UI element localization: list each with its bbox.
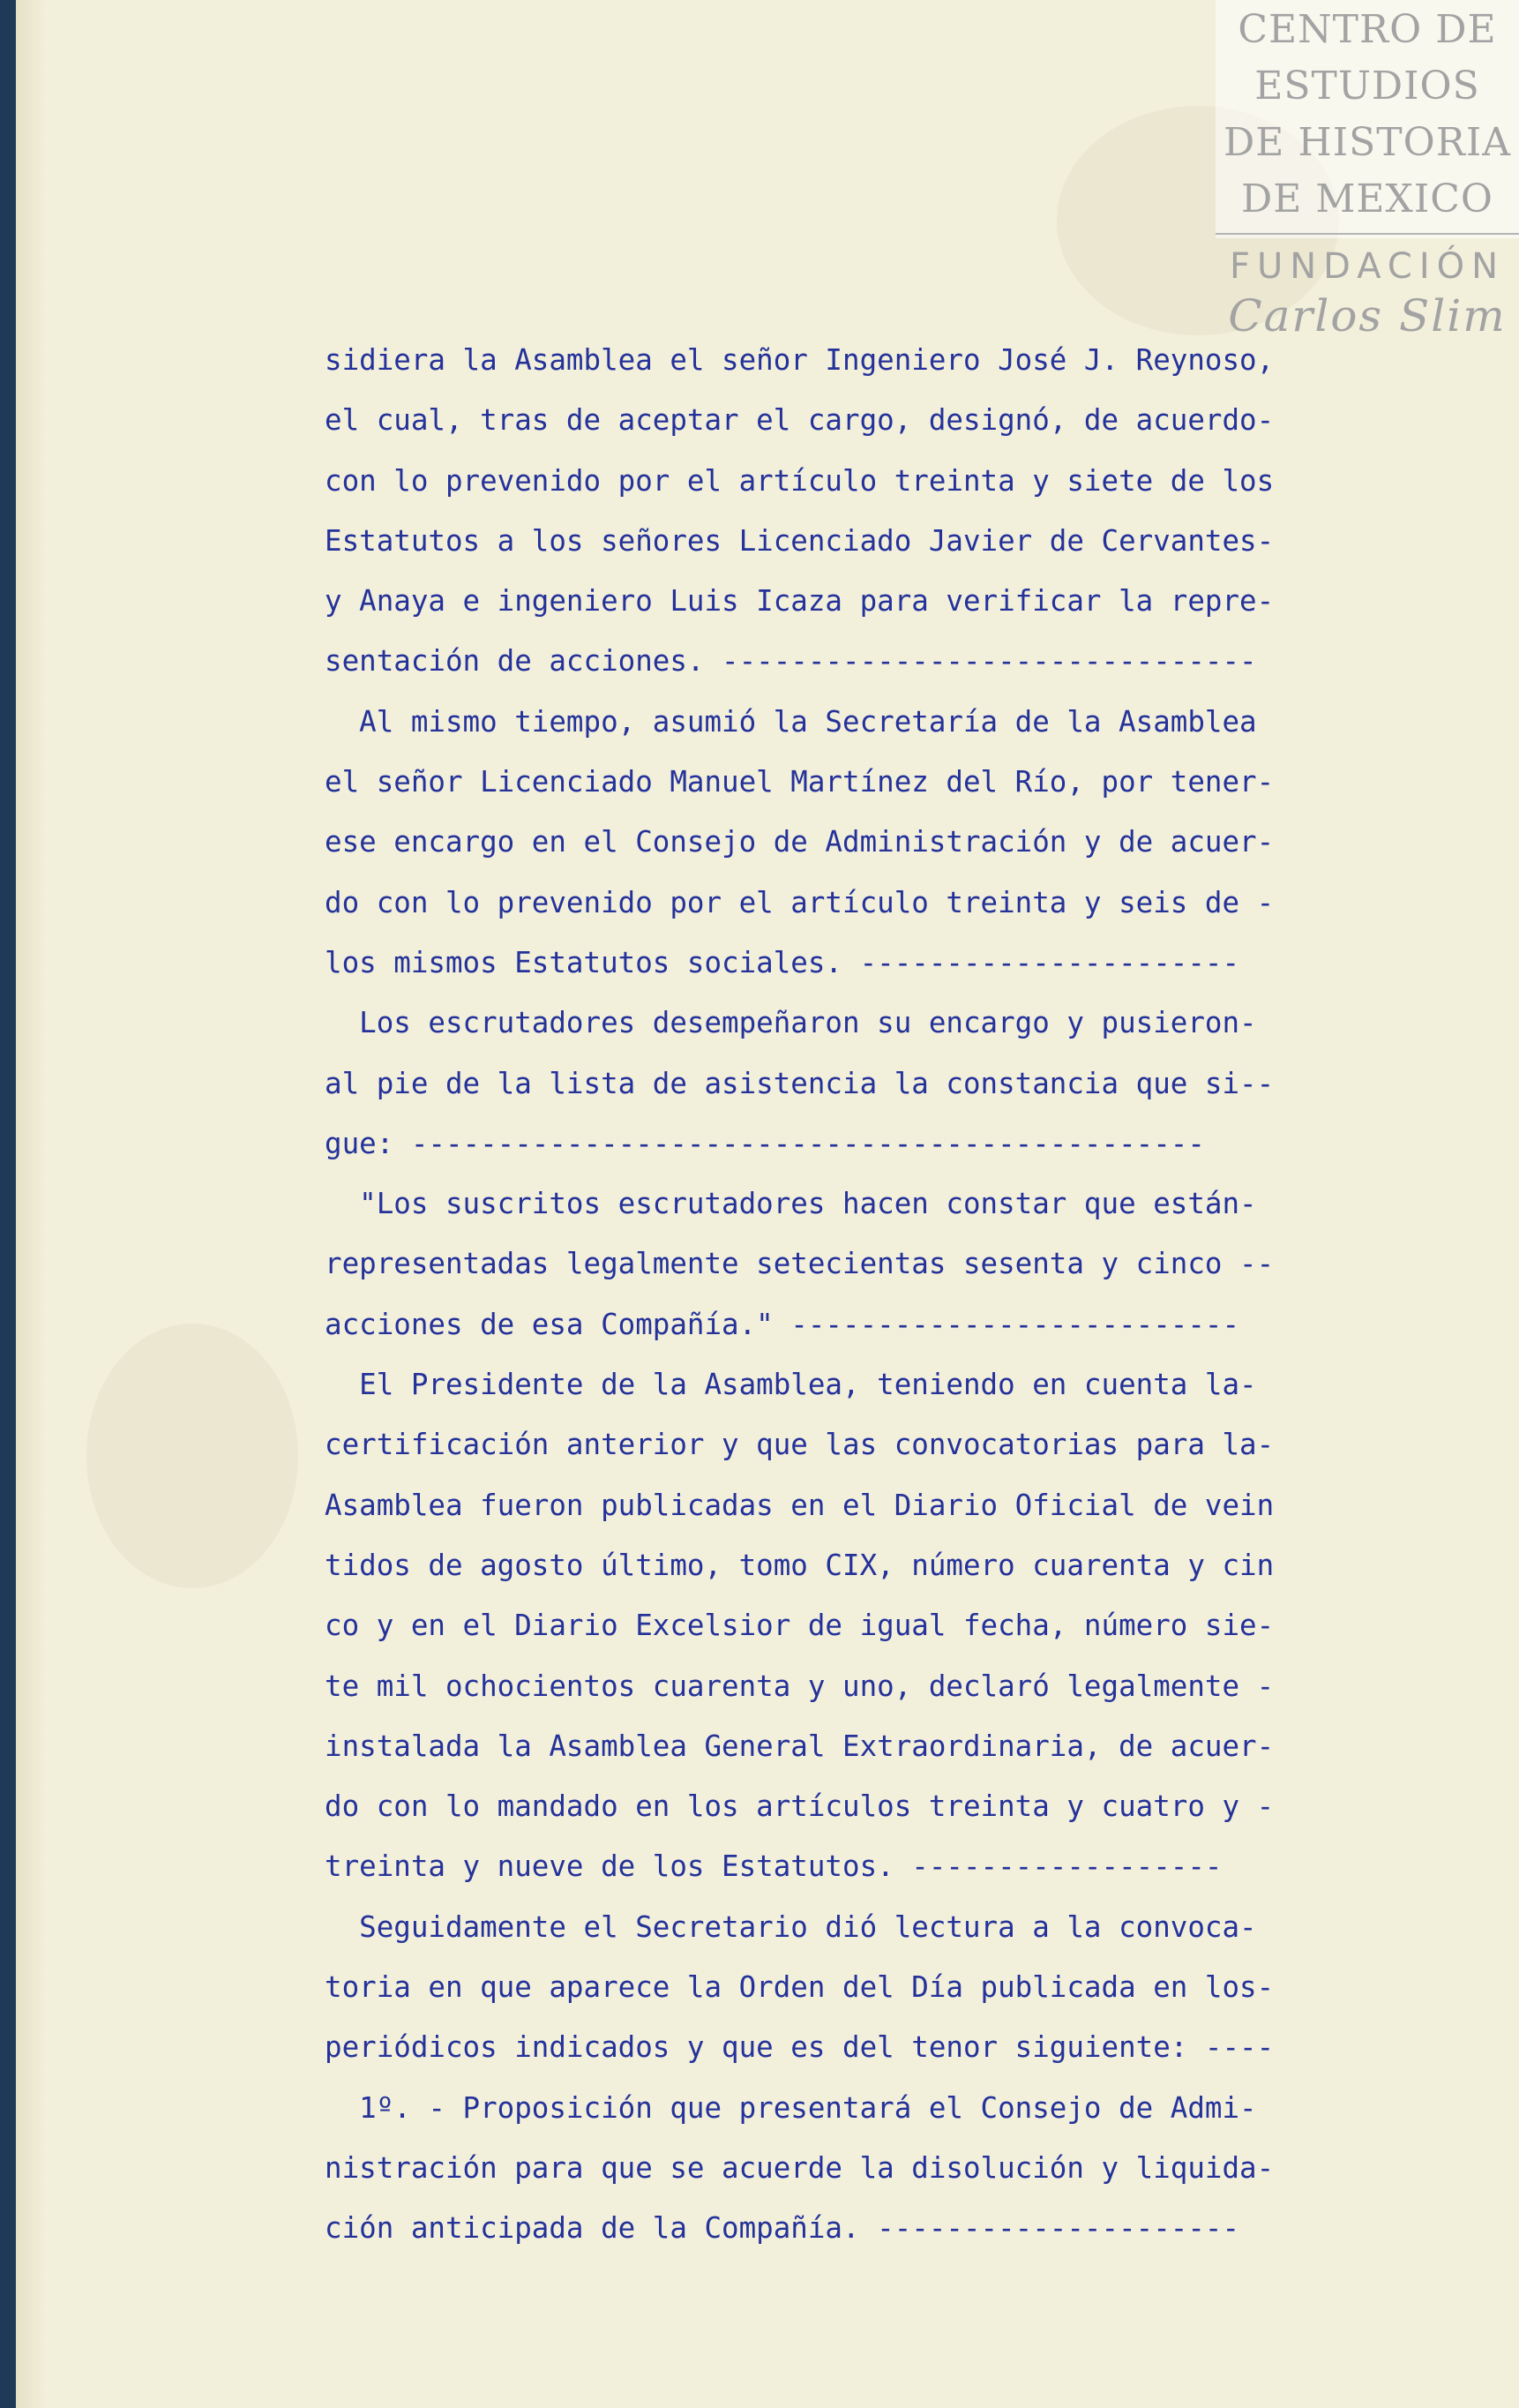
document-line: Estatutos a los señores Licenciado Javier de Cervantes- <box>325 523 1275 558</box>
document-line: Los escrutadores desempeñaron su encargo y pusieron- <box>325 1006 1257 1040</box>
document-line: co y en el Diario Excelsior de igual fecha, número sie- <box>325 1609 1275 1643</box>
document-line: certificación anterior y que las convocatorias para la- <box>325 1428 1275 1462</box>
document-line: te mil ochocientos cuarenta y uno, declaró legalmente - <box>325 1669 1275 1703</box>
document-line: sidiera la Asamblea el señor Ingeniero José J. Reynoso, <box>325 343 1275 377</box>
document-line: al pie de la lista de asistencia la constancia que si-- <box>325 1066 1275 1100</box>
watermark-line: CENTRO DE <box>1238 7 1497 52</box>
document-page <box>16 0 1519 2408</box>
archive-watermark <box>1216 0 1519 341</box>
document-line: acciones de esa Compañía." -------------------------- <box>325 1307 1240 1341</box>
document-line: los mismos Estatutos sociales. ---------------------- <box>325 945 1240 979</box>
watermark-line: ESTUDIOS <box>1254 64 1480 109</box>
document-line: El Presidente de la Asamblea, teniendo en cuenta la- <box>325 1368 1257 1402</box>
document-line: Seguidamente el Secretario dió lectura a la convoca- <box>325 1909 1257 1944</box>
document-line: tidos de agosto último, tomo CIX, número cuarenta y cin <box>325 1548 1275 1582</box>
document-line: el cual, tras de aceptar el cargo, designó, de acuerdo- <box>325 403 1275 438</box>
document-line: sentación de acciones. ------------------------------- <box>325 644 1257 679</box>
document-line: Asamblea fueron publicadas en el Diario Oficial de vein <box>325 1488 1275 1522</box>
document-line: gue: ---------------------------------------------- <box>325 1126 1205 1160</box>
document-line: con lo prevenido por el artículo treinta y siete de los <box>325 463 1275 498</box>
document-line: do con lo prevenido por el artículo treinta y seis de - <box>325 885 1275 919</box>
document-line: y Anaya e ingeniero Luis Icaza para verificar la repre- <box>325 584 1275 619</box>
watermark-line: DE HISTORIA <box>1223 120 1511 165</box>
watermark-line: DE MEXICO <box>1241 176 1493 221</box>
document-line: ción anticipada de la Compañía. --------------------- <box>325 2211 1240 2246</box>
document-line: 1º. - Proposición que presentará el Consejo de Admi- <box>325 2090 1257 2125</box>
watermark-signature: Carlos Slim <box>1228 290 1507 341</box>
document-line: Al mismo tiempo, asumió la Secretaría de la Asamblea <box>325 704 1257 739</box>
document-line: toria en que aparece la Orden del Día publicada en los- <box>325 1970 1275 2005</box>
watermark-foundation: FUNDACIÓN <box>1229 246 1506 287</box>
document-line: do con lo mandado en los artículos treinta y cuatro y - <box>325 1789 1275 1824</box>
document-line: instalada la Asamblea General Extraordinaria, de acuer- <box>325 1729 1275 1763</box>
document-line: el señor Licenciado Manuel Martínez del Río, por tener- <box>325 765 1275 799</box>
document-line: periódicos indicados y que es del tenor siguiente: ---- <box>325 2030 1275 2065</box>
document-line: "Los suscritos escrutadores hacen constar que están- <box>325 1187 1257 1221</box>
document-body <box>325 330 1320 2259</box>
paper-stain <box>86 1324 298 1588</box>
watermark-divider <box>1216 233 1519 235</box>
document-line: ese encargo en el Consejo de Administración y de acuer- <box>325 825 1275 859</box>
document-line: representadas legalmente setecientas sesenta y cinco -- <box>325 1247 1275 1281</box>
document-line: nistración para que se acuerde la disolución y liquida- <box>325 2150 1275 2185</box>
document-line: treinta y nueve de los Estatutos. ------------------ <box>325 1849 1223 1884</box>
